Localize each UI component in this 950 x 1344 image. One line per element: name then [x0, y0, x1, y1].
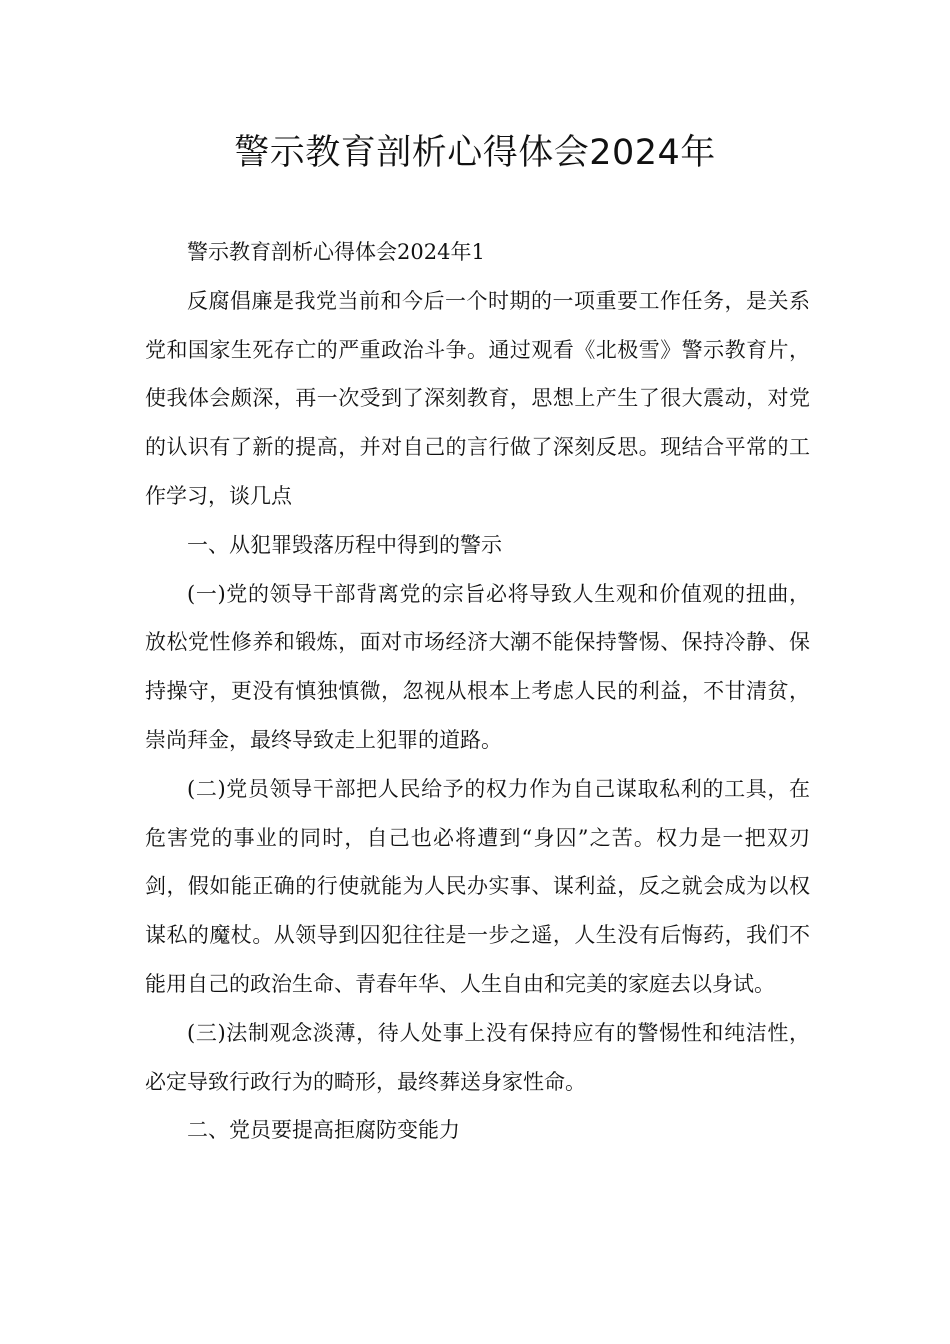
section-heading-2: 二、党员要提高拒腐防变能力: [187, 1118, 460, 1143]
point-paragraph-3: (三)法制观念淡薄，待人处事上没有保持应有的警惕性和纯洁性，必定导致行政行为的畸形，最终葬送身家性命。: [145, 1020, 810, 1094]
intro-paragraph: 反腐倡廉是我党当前和今后一个时期的一项重要工作任务，是关系党和国家生死存亡的严重政治斗争。通过观看《北极雪》警示教育片，使我体会颇深，再一次受到了深刻教育，思想上产生了很大震动，对党的认识有了新的提高，并对自己的言行做了深刻反思。现结合平常的工作学习，谈几点: [145, 288, 810, 508]
section-heading-1: 一、从犯罪毁落历程中得到的警示: [187, 532, 502, 557]
subtitle-paragraph: 警示教育剖析心得体会2024年1: [187, 240, 485, 264]
document-body: [145, 228, 810, 1155]
point-paragraph-2: (二)党员领导干部把人民给予的权力作为自己谋取私利的工具，在危害党的事业的同时，自己也必将遭到“身囚”之苦。权力是一把双刃剑，假如能正确的行使就能为人民办实事、谋利益，反之就会成为以权谋私的魔杖。从领导到囚犯往往是一步之遥，人生没有后悔药，我们不能用自己的政治生命、青春年华、人生自由和完美的家庭去以身试。: [145, 776, 810, 996]
point-paragraph-1: (一)党的领导干部背离党的宗旨必将导致人生观和价值观的扭曲，放松党性修养和锻炼，面对市场经济大潮不能保持警惕、保持冷静、保持操守，更没有慎独慎微，忽视从根本上考虑人民的利益，不甘清贫，崇尚拜金，最终导致走上犯罪的道路。: [145, 581, 810, 752]
document-title: 警示教育剖析心得体会2024年: [234, 133, 716, 173]
